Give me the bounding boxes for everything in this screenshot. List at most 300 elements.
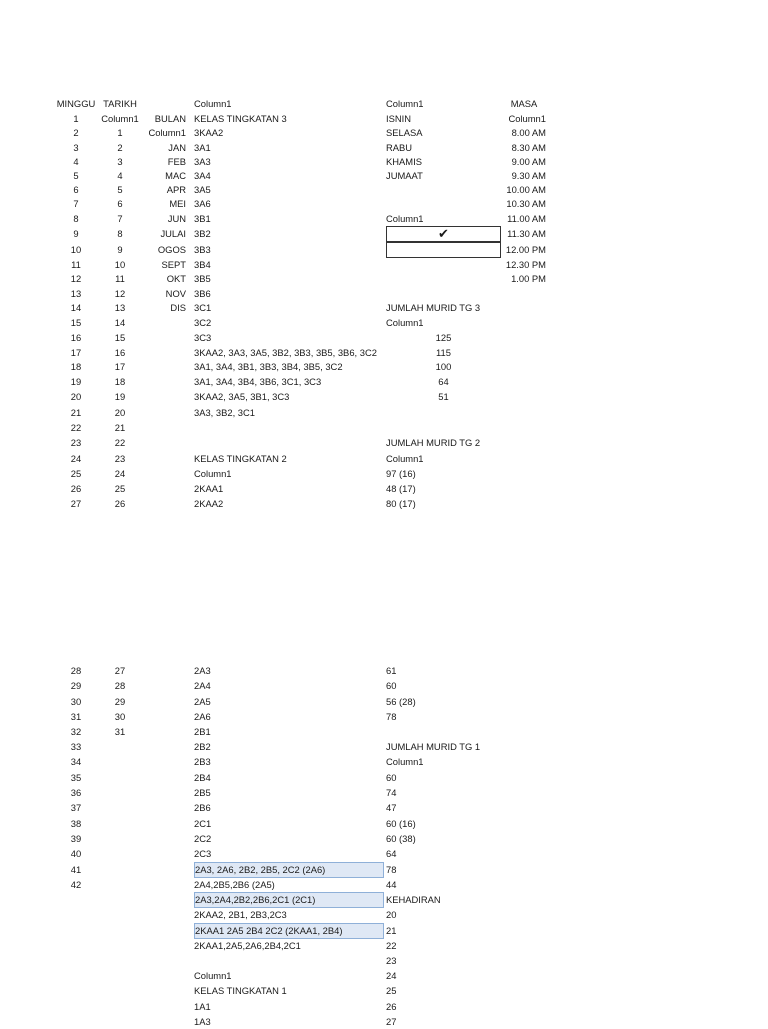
cell-bulan[interactable] xyxy=(142,816,186,831)
cell-masa[interactable]: Column1 xyxy=(508,113,546,124)
cell-bulan[interactable] xyxy=(142,739,186,754)
cell-minggu[interactable]: 2 xyxy=(73,127,79,138)
cell-bulan[interactable] xyxy=(142,1014,186,1029)
cell-kelas[interactable]: 2A4,2B5,2B6 (2A5) xyxy=(194,879,275,890)
cell-masa[interactable] xyxy=(502,999,546,1014)
cell-kelas[interactable]: 3A5 xyxy=(194,184,211,195)
cell-minggu[interactable] xyxy=(56,953,96,968)
cell-masa[interactable] xyxy=(502,983,546,998)
cell-tarikh[interactable]: 15 xyxy=(114,332,126,343)
cell-kelas[interactable]: 3KAA2, 3A3, 3A5, 3B2, 3B3, 3B5, 3B6, 3C2 xyxy=(194,347,377,358)
cell-kelas[interactable]: 3A1 xyxy=(194,142,211,153)
cell-kelas[interactable]: 2KAA1 2A5 2B4 2C2 (2KAA1, 2B4) xyxy=(194,923,384,939)
cell-column4[interactable]: 64 xyxy=(438,376,449,387)
cell-kelas[interactable]: KELAS TINGKATAN 3 xyxy=(194,113,287,124)
cell-kelas[interactable]: 2KAA2, 2B1, 2B3,2C3 xyxy=(194,909,287,920)
cell-bulan[interactable] xyxy=(142,315,186,330)
cell-minggu[interactable]: 8 xyxy=(73,213,79,224)
cell-minggu[interactable]: 39 xyxy=(70,833,82,844)
cell-bulan[interactable] xyxy=(142,330,186,345)
cell-kelas[interactable]: 3A3, 3B2, 3C1 xyxy=(194,407,255,418)
cell-bulan[interactable] xyxy=(142,754,186,769)
cell-column4[interactable]: 61 xyxy=(386,665,397,676)
cell-kelas[interactable]: 3A1, 3A4, 3B4, 3B6, 3C1, 3C3 xyxy=(194,376,322,387)
cell-kelas[interactable]: 3C1 xyxy=(194,302,212,313)
cell-tarikh[interactable] xyxy=(98,1014,142,1029)
cell-minggu[interactable]: 16 xyxy=(70,332,82,343)
cell-bulan[interactable] xyxy=(142,938,186,953)
cell-kelas[interactable]: 3A1, 3A4, 3B1, 3B3, 3B4, 3B5, 3C2 xyxy=(194,361,343,372)
cell-tarikh[interactable] xyxy=(98,862,142,877)
cell-bulan[interactable] xyxy=(142,770,186,785)
cell-masa[interactable]: 8.30 AM xyxy=(511,142,546,153)
cell-column4[interactable] xyxy=(386,257,501,272)
cell-kelas[interactable]: 2A6 xyxy=(194,711,211,722)
cell-tarikh[interactable]: 29 xyxy=(114,696,126,707)
cell-column4[interactable]: Column1 xyxy=(386,453,424,464)
cell-bulan[interactable] xyxy=(142,359,186,374)
cell-column4[interactable]: JUMAAT xyxy=(386,170,423,181)
cell-masa[interactable] xyxy=(502,831,546,846)
cell-column4[interactable]: 78 xyxy=(386,864,397,875)
cell-bulan[interactable] xyxy=(142,389,186,404)
cell-minggu[interactable]: 4 xyxy=(73,156,79,167)
cell-minggu[interactable]: 13 xyxy=(70,288,82,299)
cell-masa[interactable]: 10.30 AM xyxy=(506,198,546,209)
cell-masa[interactable] xyxy=(502,286,546,301)
cell-bulan[interactable] xyxy=(142,831,186,846)
cell-column4[interactable]: 97 (16) xyxy=(386,468,416,479)
cell-column4[interactable]: 26 xyxy=(386,1001,397,1012)
cell-tarikh[interactable]: TARIKH xyxy=(103,98,137,109)
cell-tarikh[interactable] xyxy=(98,846,142,861)
cell-bulan[interactable] xyxy=(142,892,186,907)
cell-masa[interactable] xyxy=(502,877,546,892)
cell-kelas[interactable]: 3B5 xyxy=(194,273,211,284)
cell-column4[interactable]: SELASA xyxy=(386,127,423,138)
cell-column4[interactable]: ISNIN xyxy=(386,113,412,124)
cell-tarikh[interactable]: 30 xyxy=(114,711,126,722)
cell-tarikh[interactable]: 27 xyxy=(114,665,126,676)
cell-minggu[interactable]: 38 xyxy=(70,818,82,829)
cell-kelas[interactable]: 3A4 xyxy=(194,170,211,181)
cell-column4[interactable]: 78 xyxy=(386,711,397,722)
cell-tarikh[interactable]: 1 xyxy=(117,127,123,138)
cell-kelas[interactable]: 2A4 xyxy=(194,680,211,691)
cell-column4[interactable]: 25 xyxy=(386,985,397,996)
cell-masa[interactable] xyxy=(502,481,546,496)
cell-kelas[interactable]: KELAS TINGKATAN 1 xyxy=(194,985,287,996)
cell-bulan[interactable] xyxy=(142,345,186,360)
cell-minggu[interactable] xyxy=(56,1014,96,1029)
cell-minggu[interactable]: 3 xyxy=(73,142,79,153)
cell-column4[interactable]: JUMLAH MURID TG 3 xyxy=(386,302,481,313)
cell-tarikh[interactable]: 20 xyxy=(114,407,126,418)
cell-bulan[interactable]: MEI xyxy=(169,198,186,209)
cell-bulan[interactable] xyxy=(142,374,186,389)
cell-tarikh[interactable]: 8 xyxy=(117,228,123,239)
cell-minggu[interactable]: 23 xyxy=(70,437,82,448)
cell-tarikh[interactable] xyxy=(98,983,142,998)
cell-bulan[interactable]: OGOS xyxy=(157,244,186,255)
cell-minggu[interactable]: 29 xyxy=(70,680,82,691)
cell-column4[interactable] xyxy=(386,182,501,197)
cell-masa[interactable] xyxy=(502,709,546,724)
cell-column4[interactable] xyxy=(386,420,501,435)
cell-masa[interactable] xyxy=(502,496,546,511)
cell-bulan[interactable] xyxy=(142,709,186,724)
cell-kelas[interactable]: 2B4 xyxy=(194,772,211,783)
cell-minggu[interactable]: 1 xyxy=(73,113,79,124)
cell-minggu[interactable]: 11 xyxy=(71,259,81,270)
cell-tarikh[interactable]: 2 xyxy=(117,142,123,153)
cell-column4[interactable]: 20 xyxy=(386,909,397,920)
cell-bulan[interactable] xyxy=(142,663,186,678)
cell-minggu[interactable]: 35 xyxy=(70,772,82,783)
cell-tarikh[interactable]: 7 xyxy=(117,213,123,224)
cell-kelas[interactable]: Column1 xyxy=(194,98,232,109)
cell-tarikh[interactable] xyxy=(98,785,142,800)
cell-minggu[interactable] xyxy=(56,983,96,998)
cell-minggu[interactable]: 33 xyxy=(70,741,82,752)
cell-masa[interactable] xyxy=(502,345,546,360)
cell-bulan[interactable]: BULAN xyxy=(154,113,186,124)
cell-bulan[interactable]: JUN xyxy=(167,213,186,224)
cell-kelas[interactable] xyxy=(194,435,384,450)
cell-masa[interactable]: 9.00 AM xyxy=(511,156,546,167)
cell-column4[interactable]: 48 (17) xyxy=(386,483,416,494)
cell-kelas[interactable]: 3A3 xyxy=(194,156,211,167)
cell-column4[interactable]: Column1 xyxy=(386,98,424,109)
cell-tarikh[interactable] xyxy=(98,739,142,754)
cell-column4[interactable]: 64 xyxy=(386,848,397,859)
cell-kelas[interactable]: 2B5 xyxy=(194,787,211,798)
cell-kelas[interactable]: 2KAA1 xyxy=(194,483,224,494)
cell-masa[interactable] xyxy=(502,389,546,404)
cell-column4[interactable]: KEHADIRAN xyxy=(386,894,441,905)
cell-bulan[interactable] xyxy=(142,846,186,861)
cell-tarikh[interactable]: 12 xyxy=(114,288,126,299)
cell-kelas[interactable]: 2C2 xyxy=(194,833,212,844)
cell-kelas[interactable]: 2A5 xyxy=(194,696,211,707)
cell-minggu[interactable]: 17 xyxy=(70,347,82,358)
cell-bulan[interactable] xyxy=(142,678,186,693)
cell-tarikh[interactable] xyxy=(98,831,142,846)
cell-masa[interactable] xyxy=(502,694,546,709)
cell-minggu[interactable]: 15 xyxy=(70,317,82,328)
cell-minggu[interactable]: 31 xyxy=(70,711,82,722)
cell-masa[interactable] xyxy=(502,739,546,754)
cell-masa[interactable] xyxy=(502,451,546,466)
cell-kelas[interactable]: Column1 xyxy=(194,970,232,981)
cell-masa[interactable]: 10.00 AM xyxy=(506,184,546,195)
cell-masa[interactable]: 1.00 PM xyxy=(511,273,546,284)
cell-tarikh[interactable]: Column1 xyxy=(101,113,139,124)
cell-kelas[interactable]: 3B1 xyxy=(194,213,211,224)
cell-tarikh[interactable]: 9 xyxy=(117,244,123,255)
cell-bulan[interactable] xyxy=(142,877,186,892)
cell-masa[interactable] xyxy=(502,330,546,345)
cell-minggu[interactable] xyxy=(56,892,96,907)
cell-bulan[interactable] xyxy=(142,923,186,938)
cell-bulan[interactable] xyxy=(142,907,186,922)
cell-kelas[interactable]: 2A3,2A4,2B2,2B6,2C1 (2C1) xyxy=(194,892,384,908)
cell-masa[interactable] xyxy=(502,785,546,800)
cell-bulan[interactable] xyxy=(142,451,186,466)
cell-kelas[interactable]: 3B2 xyxy=(194,228,211,239)
cell-tarikh[interactable]: 21 xyxy=(114,422,126,433)
cell-masa[interactable] xyxy=(502,938,546,953)
cell-tarikh[interactable] xyxy=(98,816,142,831)
cell-tarikh[interactable]: 28 xyxy=(114,680,126,691)
cell-bulan[interactable] xyxy=(142,435,186,450)
cell-kelas[interactable]: 2B3 xyxy=(194,756,211,767)
cell-bulan[interactable]: SEPT xyxy=(161,259,186,270)
cell-tarikh[interactable]: 18 xyxy=(114,376,126,387)
cell-minggu[interactable]: 37 xyxy=(70,802,82,813)
cell-kelas[interactable]: 2B1 xyxy=(194,726,211,737)
cell-bulan[interactable]: DIS xyxy=(170,302,186,313)
cell-tarikh[interactable]: 17 xyxy=(114,361,126,372)
cell-column4[interactable]: JUMLAH MURID TG 1 xyxy=(386,741,481,752)
cell-masa[interactable] xyxy=(502,315,546,330)
cell-column4[interactable] xyxy=(386,724,501,739)
cell-tarikh[interactable] xyxy=(98,923,142,938)
cell-bulan[interactable] xyxy=(142,481,186,496)
cell-kelas[interactable]: 3KAA2, 3A5, 3B1, 3C3 xyxy=(194,391,290,402)
cell-tarikh[interactable]: 26 xyxy=(114,498,126,509)
cell-masa[interactable]: 9.30 AM xyxy=(511,170,546,181)
cell-masa[interactable] xyxy=(502,300,546,315)
cell-tarikh[interactable]: 22 xyxy=(114,437,126,448)
cell-minggu[interactable]: 12 xyxy=(70,273,82,284)
cell-kelas[interactable]: Column1 xyxy=(194,468,232,479)
cell-tarikh[interactable]: 10 xyxy=(114,259,126,270)
cell-column4[interactable]: 60 xyxy=(386,680,397,691)
cell-minggu[interactable]: 10 xyxy=(70,244,82,255)
cell-bulan[interactable] xyxy=(142,785,186,800)
cell-masa[interactable] xyxy=(502,770,546,785)
cell-tarikh[interactable] xyxy=(98,953,142,968)
cell-column4[interactable]: JUMLAH MURID TG 2 xyxy=(386,437,481,448)
cell-column4[interactable]: Column1 xyxy=(386,756,424,767)
cell-kelas[interactable]: 2B2 xyxy=(194,741,211,752)
cell-column4[interactable]: 27 xyxy=(386,1016,397,1027)
cell-kelas[interactable]: 2C3 xyxy=(194,848,212,859)
cell-tarikh[interactable]: 24 xyxy=(114,468,126,479)
cell-tarikh[interactable]: 13 xyxy=(114,302,126,313)
cell-column4[interactable]: KHAMIS xyxy=(386,156,422,167)
cell-tarikh[interactable]: 16 xyxy=(114,347,126,358)
cell-minggu[interactable]: 41 xyxy=(70,864,82,875)
cell-masa[interactable] xyxy=(502,724,546,739)
cell-column4[interactable] xyxy=(386,196,501,211)
cell-column4[interactable]: 24 xyxy=(386,970,397,981)
cell-masa[interactable] xyxy=(502,663,546,678)
cell-masa[interactable] xyxy=(502,968,546,983)
cell-bulan[interactable]: FEB xyxy=(167,156,186,167)
cell-column4[interactable]: Column1 xyxy=(386,213,424,224)
cell-minggu[interactable]: 32 xyxy=(70,726,82,737)
cell-masa[interactable] xyxy=(502,359,546,374)
cell-kelas[interactable]: 3C3 xyxy=(194,332,212,343)
cell-bulan[interactable] xyxy=(142,999,186,1014)
cell-tarikh[interactable] xyxy=(98,907,142,922)
cell-column4[interactable]: Column1 xyxy=(386,317,424,328)
cell-column4[interactable]: 47 xyxy=(386,802,397,813)
cell-kelas[interactable]: 2C1 xyxy=(194,818,212,829)
cell-column4[interactable]: 51 xyxy=(438,391,449,402)
cell-column4[interactable] xyxy=(386,405,501,420)
cell-masa[interactable] xyxy=(502,800,546,815)
cell-bulan[interactable] xyxy=(142,496,186,511)
cell-tarikh[interactable]: 31 xyxy=(114,726,126,737)
cell-minggu[interactable] xyxy=(56,923,96,938)
cell-column4[interactable]: 74 xyxy=(386,787,397,798)
cell-masa[interactable] xyxy=(502,405,546,420)
cell-kelas[interactable]: 1A1 xyxy=(194,1001,211,1012)
cell-masa[interactable] xyxy=(502,678,546,693)
cell-tarikh[interactable]: 6 xyxy=(117,198,123,209)
cell-minggu[interactable]: MINGGU xyxy=(56,98,96,109)
cell-minggu[interactable]: 21 xyxy=(70,407,82,418)
cell-minggu[interactable]: 36 xyxy=(70,787,82,798)
cell-masa[interactable] xyxy=(502,420,546,435)
cell-masa[interactable] xyxy=(502,466,546,481)
cell-tarikh[interactable] xyxy=(98,800,142,815)
cell-masa[interactable] xyxy=(502,862,546,877)
cell-kelas[interactable]: 3C2 xyxy=(194,317,212,328)
cell-masa[interactable]: 8.00 AM xyxy=(511,127,546,138)
cell-minggu[interactable] xyxy=(56,999,96,1014)
cell-masa[interactable] xyxy=(502,892,546,907)
cell-tarikh[interactable]: 14 xyxy=(114,317,126,328)
cell-column4[interactable]: 23 xyxy=(386,955,397,966)
cell-bulan[interactable] xyxy=(142,694,186,709)
checkmark-icon[interactable]: ✔ xyxy=(386,226,501,242)
cell-kelas[interactable]: KELAS TINGKATAN 2 xyxy=(194,453,287,464)
cell-minggu[interactable]: 30 xyxy=(70,696,82,707)
cell-minggu[interactable]: 34 xyxy=(70,756,82,767)
cell-masa[interactable] xyxy=(502,953,546,968)
cell-kelas[interactable]: 2B6 xyxy=(194,802,211,813)
cell-minggu[interactable] xyxy=(56,938,96,953)
cell-minggu[interactable]: 19 xyxy=(70,376,82,387)
cell-tarikh[interactable]: 23 xyxy=(114,453,126,464)
cell-masa[interactable] xyxy=(502,907,546,922)
cell-minggu[interactable]: 28 xyxy=(70,665,82,676)
cell-column4[interactable] xyxy=(386,286,501,301)
cell-minggu[interactable]: 22 xyxy=(70,422,82,433)
cell-column4[interactable]: 60 (16) xyxy=(386,818,416,829)
cell-bulan[interactable] xyxy=(142,800,186,815)
cell-column4[interactable]: 22 xyxy=(386,940,397,951)
cell-column4[interactable]: 21 xyxy=(386,925,397,936)
cell-column4[interactable]: 115 xyxy=(436,347,451,358)
cell-kelas[interactable]: 3B6 xyxy=(194,288,211,299)
cell-tarikh[interactable]: 11 xyxy=(115,273,125,284)
cell-masa[interactable] xyxy=(502,846,546,861)
cell-masa[interactable]: MASA xyxy=(510,98,538,109)
cell-tarikh[interactable] xyxy=(98,754,142,769)
cell-minggu[interactable]: 7 xyxy=(73,198,79,209)
cell-minggu[interactable]: 20 xyxy=(70,391,82,402)
cell-masa[interactable] xyxy=(502,374,546,389)
cell-minggu[interactable]: 40 xyxy=(70,848,82,859)
cell-kelas[interactable]: 2KAA2 xyxy=(194,498,224,509)
cell-minggu[interactable]: 27 xyxy=(70,498,82,509)
cell-masa[interactable] xyxy=(502,754,546,769)
cell-kelas[interactable]: 2A3 xyxy=(194,665,211,676)
cell-bulan[interactable]: MAC xyxy=(165,170,186,181)
cell-bulan[interactable]: JULAI xyxy=(160,228,186,239)
cell-tarikh[interactable]: 25 xyxy=(114,483,126,494)
cell-kelas[interactable]: 2A3, 2A6, 2B2, 2B5, 2C2 (2A6) xyxy=(194,862,384,878)
cell-column4[interactable] xyxy=(386,271,501,286)
cell-column4[interactable]: 125 xyxy=(435,332,452,343)
cell-bulan[interactable] xyxy=(142,96,186,111)
cell-minggu[interactable] xyxy=(56,968,96,983)
cell-bulan[interactable]: JAN xyxy=(168,142,186,153)
cell-minggu[interactable]: 6 xyxy=(73,184,79,195)
cell-masa[interactable] xyxy=(502,1014,546,1029)
cell-tarikh[interactable]: 19 xyxy=(114,391,126,402)
cell-bulan[interactable] xyxy=(142,968,186,983)
cell-masa[interactable] xyxy=(502,923,546,938)
cell-kelas[interactable]: 2KAA1,2A5,2A6,2B4,2C1 xyxy=(194,940,301,951)
cell-bulan[interactable]: OKT xyxy=(166,273,186,284)
cell-minggu[interactable]: 24 xyxy=(70,453,82,464)
cell-bulan[interactable] xyxy=(142,405,186,420)
cell-kelas[interactable]: 3B4 xyxy=(194,259,211,270)
cell-masa[interactable]: 12.00 PM xyxy=(505,244,546,255)
cell-column4[interactable]: 60 xyxy=(386,772,397,783)
cell-minggu[interactable]: 5 xyxy=(73,170,79,181)
cell-bulan[interactable]: APR xyxy=(166,184,186,195)
cell-masa[interactable] xyxy=(502,435,546,450)
cell-column4[interactable]: 100 xyxy=(435,361,452,372)
cell-tarikh[interactable] xyxy=(98,999,142,1014)
cell-minggu[interactable]: 14 xyxy=(70,302,82,313)
cell-minggu[interactable]: 42 xyxy=(70,879,82,890)
cell-bulan[interactable]: Column1 xyxy=(148,127,186,138)
cell-column4[interactable]: 80 (17) xyxy=(386,498,416,509)
cell-masa[interactable]: 12.30 PM xyxy=(505,259,546,270)
cell-tarikh[interactable] xyxy=(98,770,142,785)
cell-kelas[interactable] xyxy=(194,420,384,435)
cell-minggu[interactable]: 18 xyxy=(70,361,82,372)
cell-bulan[interactable] xyxy=(142,983,186,998)
cell-masa[interactable]: 11.00 AM xyxy=(507,213,546,224)
cell-tarikh[interactable]: 5 xyxy=(117,184,123,195)
cell-column4[interactable]: 56 (28) xyxy=(386,696,416,707)
cell-kelas[interactable] xyxy=(194,953,384,968)
cell-kelas[interactable]: 1A3 xyxy=(194,1016,211,1027)
cell-masa[interactable] xyxy=(502,816,546,831)
cell-tarikh[interactable]: 3 xyxy=(117,156,123,167)
cell-tarikh[interactable] xyxy=(98,938,142,953)
cell-bulan[interactable] xyxy=(142,953,186,968)
cell-column4[interactable] xyxy=(386,242,501,258)
cell-tarikh[interactable]: 4 xyxy=(117,170,123,181)
cell-bulan[interactable] xyxy=(142,420,186,435)
cell-minggu[interactable]: 26 xyxy=(70,483,82,494)
cell-minggu[interactable] xyxy=(56,907,96,922)
cell-tarikh[interactable] xyxy=(98,877,142,892)
cell-bulan[interactable]: NOV xyxy=(165,288,186,299)
cell-column4[interactable]: RABU xyxy=(386,142,413,153)
cell-column4[interactable]: 44 xyxy=(386,879,397,890)
